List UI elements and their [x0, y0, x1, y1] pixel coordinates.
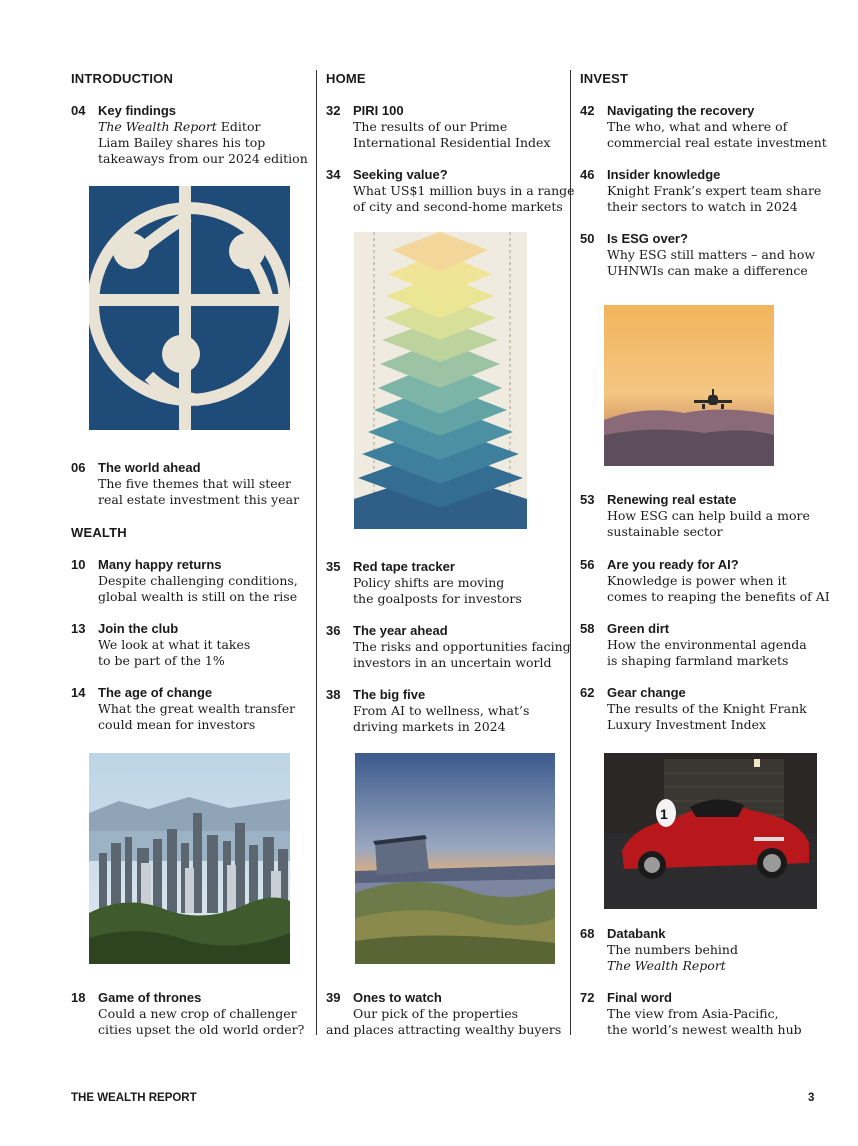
entry-description: The who, what and where of: [607, 119, 788, 134]
entry-description: The view from Asia-Pacific,: [607, 1006, 779, 1021]
contents-entry-72[interactable]: [580, 990, 802, 1038]
entry-description: driving markets in 2024: [353, 719, 506, 734]
entry-title: The age of change: [98, 685, 213, 700]
entry-title: The world ahead: [98, 460, 201, 475]
page-number: 39: [326, 990, 341, 1005]
entry-description: How the environmental agenda: [607, 637, 807, 652]
contents-entry-58[interactable]: [580, 621, 807, 669]
page-number: 38: [326, 687, 341, 702]
page-number: 58: [580, 621, 595, 636]
page-number: 46: [580, 167, 595, 182]
contents-entry-50[interactable]: [580, 231, 815, 279]
city-skyline-photo: [89, 753, 290, 964]
entry-title: Ones to watch: [353, 990, 442, 1005]
contents-entry-06[interactable]: [71, 460, 299, 508]
globe-illustration: [89, 186, 290, 430]
page-number: 10: [71, 557, 86, 572]
stacked-layers-illustration: [354, 232, 527, 529]
page-number: 53: [580, 492, 595, 507]
entry-title: Green dirt: [607, 621, 670, 636]
section-heading-introduction: INTRODUCTION: [71, 71, 174, 86]
contents-entry-56[interactable]: [580, 557, 830, 605]
page-number: 56: [580, 557, 595, 572]
contents-entry-34[interactable]: [326, 167, 575, 215]
entry-description: The results of our Prime: [353, 119, 508, 134]
entry-description: of city and second-home markets: [353, 199, 563, 214]
layers-graphic: [354, 232, 527, 529]
page-number: 32: [326, 103, 341, 118]
page-number: 42: [580, 103, 595, 118]
contents-entry-68[interactable]: [580, 926, 738, 974]
entry-description: Knight Frank’s expert team share: [607, 183, 822, 198]
entry-description: Our pick of the properties: [353, 1006, 519, 1021]
contents-entry-13[interactable]: [71, 621, 250, 669]
contents-entry-14[interactable]: [71, 685, 295, 733]
publication-footer-title: THE WEALTH REPORT: [71, 1092, 197, 1104]
entry-description: cities upset the old world order?: [98, 1022, 305, 1037]
entry-description: Liam Bailey shares his top: [98, 135, 266, 150]
section-heading-invest: INVEST: [580, 71, 629, 86]
contents-entry-39[interactable]: [326, 990, 561, 1038]
entry-description: is shaping farmland markets: [607, 653, 789, 668]
entry-description: the goalposts for investors: [353, 591, 522, 606]
entry-description: The results of the Knight Frank: [607, 701, 807, 716]
airplane-sunset-photo: [604, 305, 774, 466]
entry-title: Insider knowledge: [607, 167, 721, 182]
entry-description: The Wealth Report Editor: [98, 119, 261, 134]
entry-description: could mean for investors: [98, 717, 256, 732]
page-number: 04: [71, 103, 86, 118]
coastal-house-photo: [355, 753, 555, 964]
contents-entry-18[interactable]: [71, 990, 304, 1038]
globe-icon: [89, 186, 290, 430]
entry-title: Gear change: [607, 685, 686, 700]
entry-description: commercial real estate investment: [607, 135, 827, 150]
contents-entry-04[interactable]: [71, 103, 308, 167]
entry-description: How ESG can help build a more: [607, 508, 810, 523]
classic-car-photo: [604, 753, 817, 909]
contents-entry-35[interactable]: [326, 559, 522, 607]
entry-title: Renewing real estate: [607, 492, 737, 507]
contents-entry-10[interactable]: [71, 557, 298, 605]
publication-name: The Wealth Report: [98, 119, 217, 134]
page-number: 62: [580, 685, 595, 700]
entry-title: PIRI 100: [353, 103, 404, 118]
page-number: 14: [71, 685, 86, 700]
entry-description: real estate investment this year: [98, 492, 300, 507]
column-divider: [316, 70, 317, 1035]
classic-car-image: [604, 753, 817, 909]
page-number: 36: [326, 623, 341, 638]
entry-description: What US$1 million buys in a range: [353, 183, 575, 198]
entry-description: investors in an uncertain world: [353, 655, 552, 670]
contents-entry-38[interactable]: [326, 687, 529, 735]
contents-entry-32[interactable]: [326, 103, 550, 151]
entry-title: The year ahead: [353, 623, 448, 638]
entry-description: What the great wealth transfer: [98, 701, 296, 716]
entry-description: Policy shifts are moving: [353, 575, 505, 590]
entry-description: their sectors to watch in 2024: [607, 199, 798, 214]
entry-title: Final word: [607, 990, 672, 1005]
section-heading-home: HOME: [326, 71, 366, 86]
entry-title: Red tape tracker: [353, 559, 455, 574]
folio-page-number: 3: [808, 1092, 815, 1104]
page-number: 34: [326, 167, 341, 182]
entry-title: Databank: [607, 926, 666, 941]
section-heading-wealth: WEALTH: [71, 525, 127, 540]
page-number: 18: [71, 990, 86, 1005]
page-number: 68: [580, 926, 595, 941]
entry-description: takeaways from our 2024 edition: [98, 151, 308, 166]
entry-description: to be part of the 1%: [98, 653, 225, 668]
entry-description: [607, 958, 738, 974]
entry-description: Knowledge is power when it: [607, 573, 787, 588]
contents-entry-62[interactable]: [580, 685, 807, 733]
entry-description: sustainable sector: [607, 524, 723, 539]
entry-title: Join the club: [98, 621, 179, 636]
entry-description: Why ESG still matters – and how: [607, 247, 816, 262]
entry-title: Many happy returns: [98, 557, 222, 572]
publication-name: The Wealth Report: [607, 958, 726, 973]
entry-description: comes to reaping the benefits of AI: [607, 589, 830, 604]
contents-entry-53[interactable]: [580, 492, 810, 540]
entry-description: The numbers behind: [607, 942, 738, 957]
entry-description: Despite challenging conditions,: [98, 573, 298, 588]
page-number: 35: [326, 559, 341, 574]
entry-title: Key findings: [98, 103, 177, 118]
entry-description: Could a new crop of challenger: [98, 1006, 297, 1021]
entry-description: UHNWIs can make a difference: [607, 263, 808, 278]
entry-description: global wealth is still on the rise: [98, 589, 298, 604]
entry-title: The big five: [353, 687, 426, 702]
airplane-image: [604, 305, 774, 466]
entry-description: The risks and opportunities facing: [353, 639, 571, 654]
page-number: 13: [71, 621, 86, 636]
page-number: 50: [580, 231, 595, 246]
entry-description: International Residential Index: [353, 135, 551, 150]
contents-entry-42[interactable]: [580, 103, 827, 151]
entry-description: the world’s newest wealth hub: [607, 1022, 802, 1037]
entry-title: Game of thrones: [98, 990, 202, 1005]
entry-title: Seeking value?: [353, 167, 448, 182]
coastal-house-image: [355, 753, 555, 964]
entry-description: We look at what it takes: [98, 637, 251, 652]
entry-description: From AI to wellness, what’s: [353, 703, 530, 718]
page-number: 72: [580, 990, 595, 1005]
contents-entry-46[interactable]: [580, 167, 821, 215]
city-skyline-image: [89, 753, 290, 964]
car-racing-number: 1: [660, 806, 668, 822]
entry-title: Navigating the recovery: [607, 103, 755, 118]
entry-description: The five themes that will steer: [98, 476, 292, 491]
entry-title: Are you ready for AI?: [607, 557, 739, 572]
entry-title: Is ESG over?: [607, 231, 688, 246]
page-number: 06: [71, 460, 86, 475]
entry-description: and places attracting wealthy buyers: [326, 1022, 562, 1037]
entry-description: Luxury Investment Index: [607, 717, 767, 732]
contents-entry-36[interactable]: [326, 623, 571, 671]
